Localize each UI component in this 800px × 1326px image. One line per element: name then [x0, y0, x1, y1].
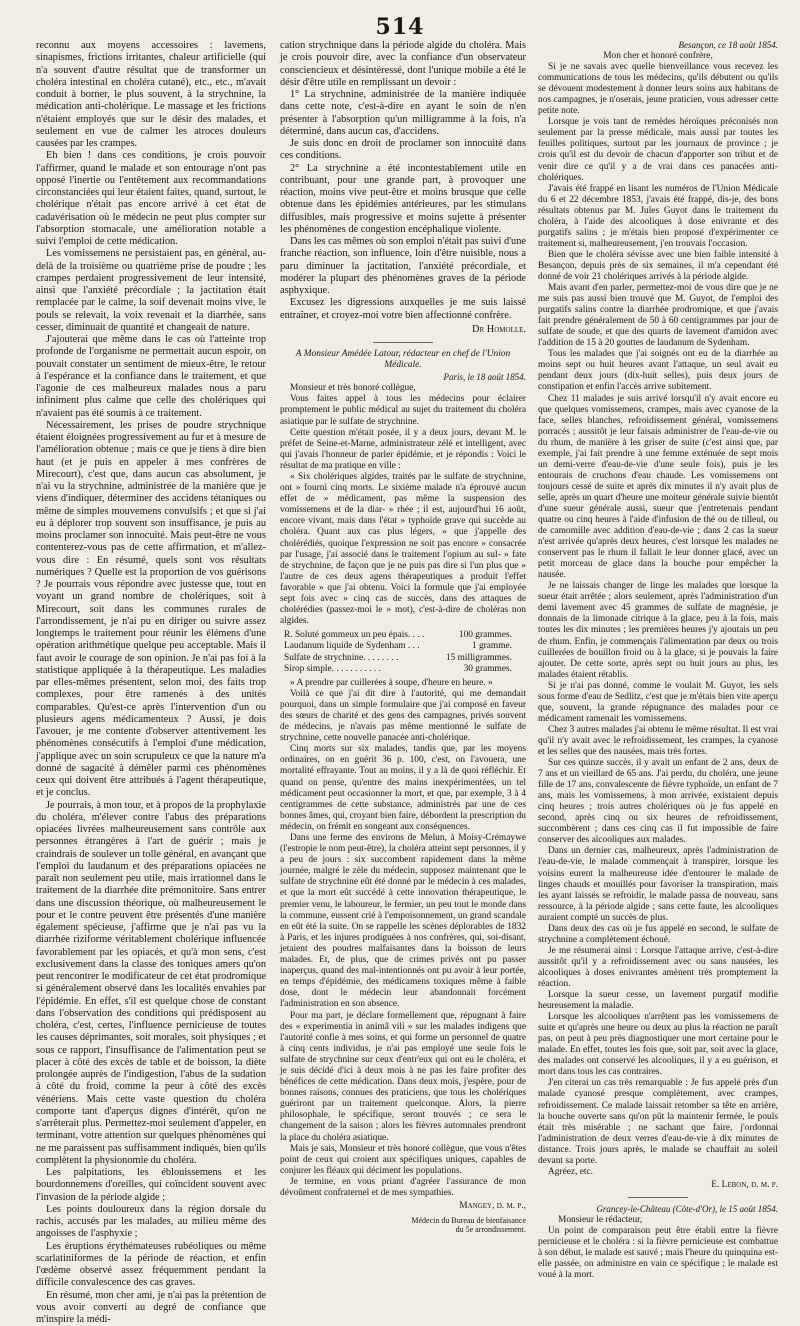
- paragraph: Nécessairement, les prises de poudre strychnique étaient éloignées progressivement au fur et à mesure de l'amélioration obtenue ; mais ce que je tiens à dire bien haut (et je puis en appeler à mes confrères de Mirecourt), c'est que, dans aucun cas absolument, je n'ai vu la strychnine, administrée de la manière que je viens d'indiquer, déterminer des accidens tétaniques ou même de simples mouvemens convulsifs ; et que si j'ai eu à déplorer trop souvent son insuffisance, je puis au moins proclamer son innocuité. Mais peut-être ne vous contenterez-vous pas de cette affirmation, et m'allez-vous dire : En résumé, quels sont vos résultats numériques ? Quelle est la proportion de vos guérisons ? Je pourrais vous répondre avec justesse que, tout en voyant un grand nombre de cholériques, soit à Mirecourt, soit dans les communes rurales de l'arrondissement, je n'ai pu en diriger ou suivre assez longtemps le traitement pour réunir les élémens d'une opération arithmétique quelque peu acceptable. Mais il faut avoir le courage de son opinion. Je n'ai pas foi à la statistique appliquée à la thérapeutique. Les maladies par elles-mêmes présentent, selon moi, des faits trop complexes, pour être ramenés à des unités comparables. Qu'est-ce après l'intervention d'un ou plusieurs agens médicamenteux ? Aussi, je dois l'avouer, je me contente d'observer attentivement les phénomènes consécutifs à l'emploi d'une médication, j'applique avec un soin scrupuleux ce que la nature m'a donné de sagacité à démêler parmi ces phénomènes ceux qui doivent être attribués à l'agent thérapeutique, et je conclus.: [36, 420, 266, 800]
- paragraph: Je ne laissais changer de linge les malades que lorsque la sueur était arrêtée ; alors seulement, après l'administration d'un demi lavement avec 45 grammes de sulfate de magnésie, je donnais de la limonade citrique à la glace, peu à la fois, mais toutes les dix minutes ; les premières heures j'y ajoutais un peu de rhum. Enfin, je commençais l'alimentation par deux ou trois cuillerées de bouillon froid ou à la glace, si je pouvais la faire ajouter. De cette sorte, après sept ou huit jours au plus, les malades étaient rétablis.: [538, 581, 778, 680]
- paragraph: Bien que le choléra sévisse avec une bien faible intensité à Besançon, depuis près de six semaines, il m'a cependant été donné de voir 21 cholériques arrivés à la période algide.: [538, 250, 778, 283]
- paragraph: Voilà ce que j'ai dit dire à l'autorité, qui me demandait pourquoi, dans un simple formulaire que j'ai composé en faveur des sœurs de charité et des gens des campagnes, privés souvent de médecins, je n'avais pas même mentionné le sulfate de strychnine, cette nouvelle panacée anti-cholérique.: [280, 689, 526, 744]
- paragraph: Dans les cas mêmes où son emploi n'était pas suivi d'une franche réaction, son influence, loin d'être nuisible, nous a paru diminuer la jactitation, l'anxiété précordiale, et modérer la plupart des phénomènes graves de la période asphyxique.: [280, 236, 526, 297]
- paragraph: reconnu aux moyens accessoires : lavemens, sinapismes, frictions irritantes, chaleur artificielle (qui n'a souvent d'autre résultat que de transformer un choléra intestinal en choléra cutané), etc., etc., m'avait conduit à borner, le plus souvent, à la strychnine, la médication anti-cholérique. Le massage et les frictions n'étaient employés que sur le désir des malades, et seulement en vue de calmer les atroces douleurs causées par les crampes.: [36, 40, 266, 150]
- paragraph: Sur ces quinze succès, il y avait un enfant de 2 ans, deux de 7 ans et un vieillard de 65 ans. J'ai perdu, du choléra, une jeune fille de 17 ans, convalescente de fièvre typhoïde, un enfant de 7 ans, mais les vomissemens, à mon arrivée, existaient depuis cinq heures ; trois autres cholériques où je fus appelé en second, après cinq ou six heures de refroidissement, succombèrent ; dans ces cinq cas il fut impossible de faire conserver des alcooliques aux malades.: [538, 758, 778, 846]
- paragraph: Chez 11 malades je suis arrivé lorsqu'il n'y avait encore eu que quelques vomissemens, crampes, mais avec cyanose de la face, selles blanches, refroidissement général, vomissemens porracés ; aussitôt je leur faisais administrer de l'eau-de-vie ou du rhum, de manière à les griser de suite (c'est ainsi que, par exemple, j'ai fait prendre à une femme exténuée de sept mois un demi-verre d'eau-de-vie d'une seule fois), puis je les entourais de cruchons d'eau chaude. Les vomissemens ont toujours cessé de suite et après dix minutes il n'y avait plus de selle, après un quart d'heure une moiteur générale suivie bientôt d'une sueur générale aussi, sueur que j'entretenais pendant quatre ou cinq heures à l'aide d'infusion de thé ou de tilleul, ou de camomille avec addition d'eau-de-vie ; dans 2 cas la sueur n'est arrivée qu'après deux heures, c'est lorsque les malades ne conservent pas le rhum il fallait le leur donner glacé, avec un petit morceau de glace dans la bouche pour empêcher la nausée.: [538, 394, 778, 582]
- paragraph: Les vomissemens ne persistaient pas, en général, au-delà de la troisième ou quatrième prise de poudre ; les crampes perdaient progressivement de leur intensité, ainsi que l'anxiété précordiale ; la jactitation était remplacée par le calme, la soif devenait moins vive, le pouls se relevait, la voix revenait et la diarrhée, sans cesser, diminuait de quantité et changeait de nature.: [36, 248, 266, 334]
- quoted-paragraph: « Six cholériques algides, traités par le sulfate de strychnine, ont » fourni cinq morts. Le sixième malade n'a éprouvé aucun effet de » médicament, pas même la suspension des vomissemens et de la diar- » rhée ; il est, aujourd'hui 16 août, encore vivant, mais dans l'état » typhoïde grave qui succède au choléra. Quant aux cas plus légers, » que j'appelle des cholérédiés, quoique l'expression ne soit pas encore » consacrée par l'usage, j'ai associé dans le traitement l'opium au sul- » fate de strychnine, de façon que je ne puis pas dire si l'un plus que » l'autre de ces deux agens thérapeutiques a produit l'effet favorable » que j'ai obtenu. Voici la formule que j'ai employée sept fois avec » cinq cas de succès, dans des attaques de cholérédies (passez-moi le » mot), c'est-à-dire de choléras non algides.: [280, 472, 526, 627]
- paragraph: Dans un dernier cas, malheureux, après l'administration de l'eau-de-vie, le malade commençait à transpirer, lorsque les voisins eurent la malheureuse idée d'entourer le malade de linges chauds et mouillés pour favoriser la transpiration, mais les ayant laissés se refroidir, le malade passa de nouveau, sans ressource, à la période algide ; sans cette faute, les alcooliques auraient compté un succès de plus.: [538, 846, 778, 923]
- paragraph: En résumé, mon cher ami, je n'ai pas la prétention de vous avoir converti au degré de confiance que m'inspire la médi-: [36, 1290, 266, 1326]
- letter-date: Grancey-le-Château (Côte-d'Or), le 15 août 1854.: [538, 1204, 778, 1215]
- paragraph: J'ajouterai que même dans le cas où l'atteinte trop profonde de l'organisme ne permettait aucun espoir, on pouvait constater un sentiment de mieux-être, le retour à l'espérance et la confiance dans le traitement, et que l'agonie de ces malheureux malades nous a paru infiniment plus calme que celle des cholériques qui n'avaient pas été soumis à ce traitement.: [36, 334, 266, 420]
- paragraph: Lorsque les alcooliques n'arrêtent pas les vomissemens de suite et qu'après une heure ou deux au plus la réaction ne paraît pas, on peut à peu près diagnostiquer une mort certaine pour le malade. En effet, toutes les fois que, soit par, soit avec la glace, des malades ont conservé les alcooliques, il y a eu guérison, et mort dans tous les cas contraires.: [538, 1012, 778, 1078]
- paragraph: J'en citerai un cas très remarquable : Je fus appelé près d'un malade cyanosé presque complètement, avec crampes, refroidissement. Ce malade laissait retomber sa tête en arrière, la bouche ouverte sans qu'on pût la maintenir fermée, le pouls était très misérable ; ne sachant que faire, j'ordonnai l'administration de deux verres d'eau-de-vie à dix minutes de distance. Trois jours après, le malade se chauffait au soleil devant sa porte.: [538, 1078, 778, 1166]
- paragraph: Lorsque je vois tant de remèdes héroïques préconisés non seulement par la presse médicale, mais aussi par toutes les feuilles politiques, surtout par les journaux de province ; je crois qu'il est du devoir de chacun d'apporter son tribut et de venir dire ce qu'il y a de vrai dans ces panacées anti-cholériques.: [538, 117, 778, 183]
- paragraph: 2° La strychnine a été incontestablement utile en contribuant, pour une grande part, à provoquer une réaction, moins vive peut-être et moins brusque que celle obtenue dans les épidémies antérieures, par les stimulans diffusibles, mais progressive et moins sujette à présenter les phénomènes de congestion encéphalique violente.: [280, 163, 526, 237]
- divider: [628, 1197, 688, 1198]
- paragraph: Excusez les digressions auxquelles je me suis laissé entraîner, et croyez-moi votre bien affectionné confrère.: [280, 297, 526, 322]
- signature-title: du 5e arrondissement.: [280, 1225, 526, 1234]
- paragraph: » A prendre par cuillerées à soupe, d'heure en heure. »: [280, 678, 526, 689]
- paragraph: Je me résumerai ainsi : Lorsque l'attaque arrive, c'est-à-dire aussitôt qu'il y a refroidissement avec ou sans nausées, les alcooliques à doses enivrantes amènent très promptement la réaction.: [538, 946, 778, 990]
- paragraph: Tous les malades que j'ai soignés ont eu de la diarrhée au moins sept ou huit heures avant l'attaque, un seul avait eu pendant deux jours (dix-huit selles), puis deux jours de constipation et enfin l'accès arrive subitement.: [538, 349, 778, 393]
- paragraph: Si je ne savais avec quelle bienveillance vous recevez les communications de tous les médecins, qu'ils débutent ou qu'ils se dévouent modestement à donner leurs soins aux habitans de nos campagnes, je n'oserais, jeune praticien, vous adresser cette petite note.: [538, 62, 778, 117]
- paragraph: Les éruptions érythémateuses rubéoliques ou même scarlatiniformes de la période de réaction, et enfin l'œdème observé assez fréquemment pendant la difficile convalescence des cas graves.: [36, 1241, 266, 1290]
- paragraph: Vous faites appel à tous les médecins pour éclairer promptement le public médical au sujet du traitement du choléra asiatique par le sulfate de strychnine.: [280, 394, 526, 427]
- paragraph: Cette question m'était posée, il y a deux jours, devant M. le préfet de Seine-et-Marne, administrateur zélé et intelligent, avec qui j'avais l'honneur de parler épidémie, et je répondis : Voici le résultat de ma pratique en ville :: [280, 428, 526, 472]
- column-left: [36, 40, 266, 1113]
- paragraph: Lorsque la sueur cesse, un lavement purgatif modifie heureusement la maladie.: [538, 990, 778, 1012]
- paragraph: Dans une ferme des environs de Melun, à Moisy-Crémaywe (l'estropie le nom peut-être), la choléra atteint sept personnes, il y a peu de jours : six succombent rapidement dans la même journée, malgré le zèle du médecin, supposez maintenant que le sulfate de strychnine eût été donné par le médecin à ces malades, et que la mort eût succédé à cette innovation thérapeutique, le premier venu, le laboureur, le fermier, un peu tout le monde dans la commune, eussent crié à l'empoisonnement, un grand scandale en eût été la suite. On se rappelle les scènes déplorables de 1832 à Paris, et les injures prodiguées à nos confrères, qui, soi-disant, jetaient des poudres malfaisantes dans la boisson de leurs malades. Et, de plus, que de crimes privés ont pu passer inaperçus, quand des mal-intentionnés ont pu avoir à leur portée, en temps d'épidémie, des médicamens toxiques même à faible dose, dont le médecin leur abandonnait forcément l'administration en son absence.: [280, 833, 526, 1011]
- paragraph: Si je n'ai pas donné, comme le voulait M. Guyot, les sels sous forme d'eau de Sedlitz, c'est que je m'étais bien vite aperçu que, souvent, la grande répugnance des malades pour ce médicament ramenait les vomissemens.: [538, 681, 778, 725]
- salutation: Monsieur et très honoré collègue,: [280, 383, 526, 394]
- paragraph: Les points douloureux dans la région dorsale du rachis, accusés par les malades, au milieu même des angoisses de l'asphyxie ;: [36, 1204, 266, 1241]
- formula-row: R. Soluté gommeux un peu épais. . . . 100 grammes.: [284, 630, 526, 641]
- paragraph: Les palpitations, les éblouissemens et les bourdonnemens d'oreilles, qui coïncident souvent avec l'invasion de la période algide ;: [36, 1167, 266, 1204]
- paragraph: J'avais été frappé en lisant les numéros de l'Union Médicale du 6 et 22 décembre 1853, j'avais été frappé, dis-je, des bons résultats obtenus par M. Jules Guyot dans le traitement du choléra, à l'aide des alcooliques à dose enivrante et des purgatifs salins ; je m'étais bien proposé d'expérimenter ce traitement si, malheureusement, j'en trouvais l'occasion.: [538, 184, 778, 250]
- closing: Agréez, etc.: [538, 1167, 778, 1178]
- paragraph: Mais je sais, Monsieur et très honoré collègue, que vous n'êtes point de ceux qui croient aux spécifiques uniques, capables de conjurer les fléaux qui déciment les populations.: [280, 1144, 526, 1177]
- signature: Mangey, d. m. p.,: [280, 1201, 526, 1212]
- paragraph: Chez 3 autres malades j'ai obtenu le même résultat. Il est vrai qu'il n'y avait avec le refroidissement, les crampes, la cyanose et les selles que des nausées, mais très fortes.: [538, 725, 778, 758]
- salutation: Mon cher et honoré confrère,: [538, 51, 778, 62]
- paragraph: Dans deux des cas où je fus appelé en second, le sulfate de strychnine a complètement échoué.: [538, 924, 778, 946]
- column-middle: [280, 40, 526, 1113]
- paragraph: Un point de comparaison peut être établi entre la fièvre pernicieuse et le choléra : si la fièvre pernicieuse est combattue à son début, le malade est sauvé ; mais l'heure du quinquina est-elle passée, on administre en vain ce spécifique ; le malade est voué à la mort.: [538, 1226, 778, 1281]
- paragraph: Je termine, en vous priant d'agréer l'assurance de mon dévoûment confraternel et de mes sympathies.: [280, 1177, 526, 1199]
- paragraph: Cinq morts sur six malades, tandis que, par les moyens ordinaires, on en guérit 36 p. 100, c'est, on l'avouera, une mortalité effrayante. Tout au moins, il y a là de quoi réfléchir. Et quand on pense, qu'entre des mains inexpérimentées, un tel médicament peut occasionner la mort, et que, par exemple, 3 à 4 centigrammes de cette substance, administrés par une de ces bonnes âmes, qui, croyant bien faire, débordent la prescription du médecin, on frémit en songeant aux conséquences.: [280, 744, 526, 833]
- paragraph: Mais avant d'en parler, permettez-moi de vous dire que je ne me suis pas aussi bien trouvé que M. Guyot, de l'emploi des purgatifs salins contre la diarrhée prodromique, et que j'avais fait prendre généralement de 50 à 60 centigrammes par jour de sulfate de soude, et que des quarts de lavement d'amidon avec l'addition de 15 à 20 gouttes de laudanum de Sydenham.: [538, 283, 778, 349]
- letter-date: Paris, le 18 août 1854.: [280, 371, 526, 383]
- signature: E. Lebon, d. m. p.: [538, 1180, 778, 1191]
- paragraph: Eh bien ! dans ces conditions, je crois pouvoir l'affirmer, quand le malade et son entourage n'ont pas opposé l'inertie ou l'entêtement aux recommandations circonstanciées qui leur étaient faites, quand, surtout, le cholérique n'était pas encore arrivé à cet état de cadavérisation où le médecin ne peut plus compter sur l'absorption stomacale, une amélioration notable a suivi l'emploi de cette médication.: [36, 150, 266, 248]
- page-number: 514: [0, 14, 800, 40]
- signature: Dr Homolle.: [280, 324, 526, 336]
- column-right: [538, 40, 778, 1113]
- letter-heading: A Monsieur Amédée Latour, rédacteur en chef de l'Union Médicale.: [280, 349, 526, 371]
- paragraph: 1° La strychnine, administrée de la manière indiquée dans cette note, c'est-à-dire en ayant le soin de n'en présenter à l'absorption qu'un milligramme à la fois, n'a déterminé, dans aucun cas, d'accidens.: [280, 89, 526, 138]
- formula-row: Laudanum liquide de Sydenham . . . 1 gramme.: [284, 641, 526, 652]
- formula-row: Sulfate de strychnine. . . . . . . . 15 milligrammes.: [284, 653, 526, 664]
- paragraph: Je suis donc en droit de proclamer son innocuité dans ces conditions.: [280, 138, 526, 163]
- paragraph: cation strychnique dans la période algide du choléra. Mais je crois pouvoir dire, avec la confiance d'un observateur consciencieux et désintéressé, dont l'unique mobile a été le désir d'être utile en remplissant un devoir :: [280, 40, 526, 89]
- divider: [373, 342, 433, 343]
- paragraph: Je pourrais, à mon tour, et à propos de la prophylaxie du choléra, m'élever contre l'abus des préparations opiacées livrées malheureusement sans contrôle aux personnes étrangères à l'art de guérir ; mais je craindrais de soulever un tolle général, en avançant que l'emploi du laudanum et des préparations opiacées ne paraît non seulement peu utile, mais irrationnel dans le traitement de la diarrhée dite prémonitoire. Sans entrer dans une discussion théorique, où malheureusement le pour et le contre peuvent être présentés d'une manière également spécieuse, j'affirme que je n'ai pas vu la diarrhée riziforme véritablement cholérique influencée favorablement par les opiacés, et qu'à mon sens, c'est exclusivement dans la classe des toniques amers qu'on peut rencontrer le modificateur de cet état prodromique si généralement observé dans les localités envahies par l'épidémie. En effet, s'il est quelque chose de constant dans l'observation des conditions qui prédisposent au choléra, c'est, certes, l'influence pernicieuse de toutes les causes déprimantes, soit morales, soit physiques ; et sous ce rapport, l'insuffisance de l'alimentation peut se placer à côté des excès de table et de boisson, la diète prolongée auprès de l'indigestion, l'abus de la sudation à côté du froid, comme la peur à côté des excès vénériens. Mais cette vaste question du choléra comporte tant d'aperçus dignes d'intérêt, qu'on ne s'arrêterait plus. Permettez-moi seulement d'appeler, en terminant, votre attention sur quelques phénomènes qui ne me paraissent pas suffisamment indiqués, bien qu'ils complètent la physionomie du choléra.: [36, 800, 266, 1168]
- prescription-formula: [284, 630, 526, 674]
- signature-title: Médecin du Bureau de bienfaisance: [280, 1216, 526, 1225]
- letter-date: Besançon, ce 18 août 1854.: [538, 40, 778, 51]
- paragraph: Pour ma part, je déclare formellement que, répugnant à faire des « experimentia in animâ vili » sur les malades indigens que l'autorité confie à mes soins, et qui forme un personnel de quatre à cinq cents individus, je n'ai pas employé une seule fois le sulfate de strychnine sur ceux d'entr'eux qui ont eu le choléra, et je suis décidé d'ici à deux mois à ne pas les faire profiter des bénéfices de cette médication. Dans deux mois, j'espère, pour de bonnes raisons, connues des praticiens, que tous les cholériques guériront par un traitement quelconque. Alors, la pierre philosophale, le spécifique, seront trouvés ; ce sera le changement de la saison ; alors les fièvres automnales prendront la place du choléra asiatique.: [280, 1011, 526, 1144]
- salutation: Monsieur le rédacteur,: [538, 1215, 778, 1226]
- formula-row: Sirop simple. . . . . . . . . . . 30 grammes.: [284, 664, 526, 675]
